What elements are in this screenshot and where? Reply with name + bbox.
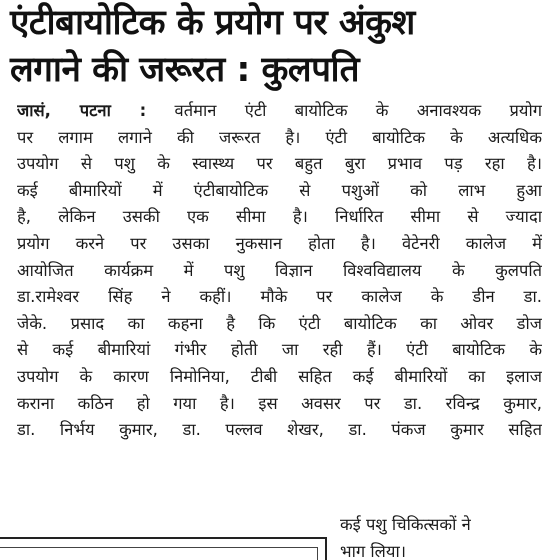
body-line-12: कराना कठिन हो गया है। इस अवसर पर डा. रविन्द्र कुमार, (17, 393, 542, 413)
tail-line-1: कई पशु चिकित्सकों ने (340, 515, 471, 534)
body-line-2: पर लगाम लगाने की जरूरत है। एंटी बायोटिक के अत्यधिक (17, 127, 542, 147)
dateline: जासं, पटना : (17, 101, 147, 120)
body-line-1 (17, 98, 542, 125)
article-body (17, 98, 542, 444)
body-line-11: उपयोग के कारण निमोनिया, टीबी सहित कई बीमारियों का इलाज (17, 366, 542, 386)
headline-line-1: एंटीबायोटिक के प्रयोग पर अंकुश (10, 3, 415, 43)
headline-line-2: लगाने की जरूरत : कुलपति (10, 50, 360, 90)
body-line-4: कई बीमारियों में एंटीबायोटिक से पशुओं को लाभ हुआ (17, 180, 542, 200)
body-line-10: से कई बीमारियां गंभीर होती जा रही हैं। एंटी बायोटिक के (17, 340, 542, 360)
adjacent-box-inner-border (0, 547, 318, 560)
body-line-3: उपयोग से पशु के स्वास्थ्य पर बहुत बुरा प्रभाव पड़ रहा है। (17, 154, 542, 174)
body-line-1-text: वर्तमान एंटी बायोटिक के अनावश्यक प्रयोग (174, 101, 542, 120)
body-line-8: डा.रामेश्वर सिंह ने कहीं। मौके पर कालेज के डीन डा. (17, 287, 542, 307)
headline (10, 0, 555, 94)
tail-line-2: भाग लिया। (340, 541, 406, 560)
body-line-9: जेके. प्रसाद का कहना है कि एंटी बायोटिक का ओवर डोज (17, 313, 542, 333)
body-line-5: है, लेकिन उसकी एक सीमा है। निर्धारित सीमा से ज्यादा (17, 207, 542, 227)
body-line-6: प्रयोग करने पर उसका नुकसान होता है। वेटेनरी कालेज में (17, 233, 542, 253)
body-line-13: डा. निर्भय कुमार, डा. पल्लव शेखर, डा. पंकज कुमार सहित (17, 420, 542, 440)
article-tail (340, 512, 545, 560)
body-line-7: आयोजित कार्यक्रम में पशु विज्ञान विश्वविद्यालय के कुलपति (17, 260, 542, 280)
